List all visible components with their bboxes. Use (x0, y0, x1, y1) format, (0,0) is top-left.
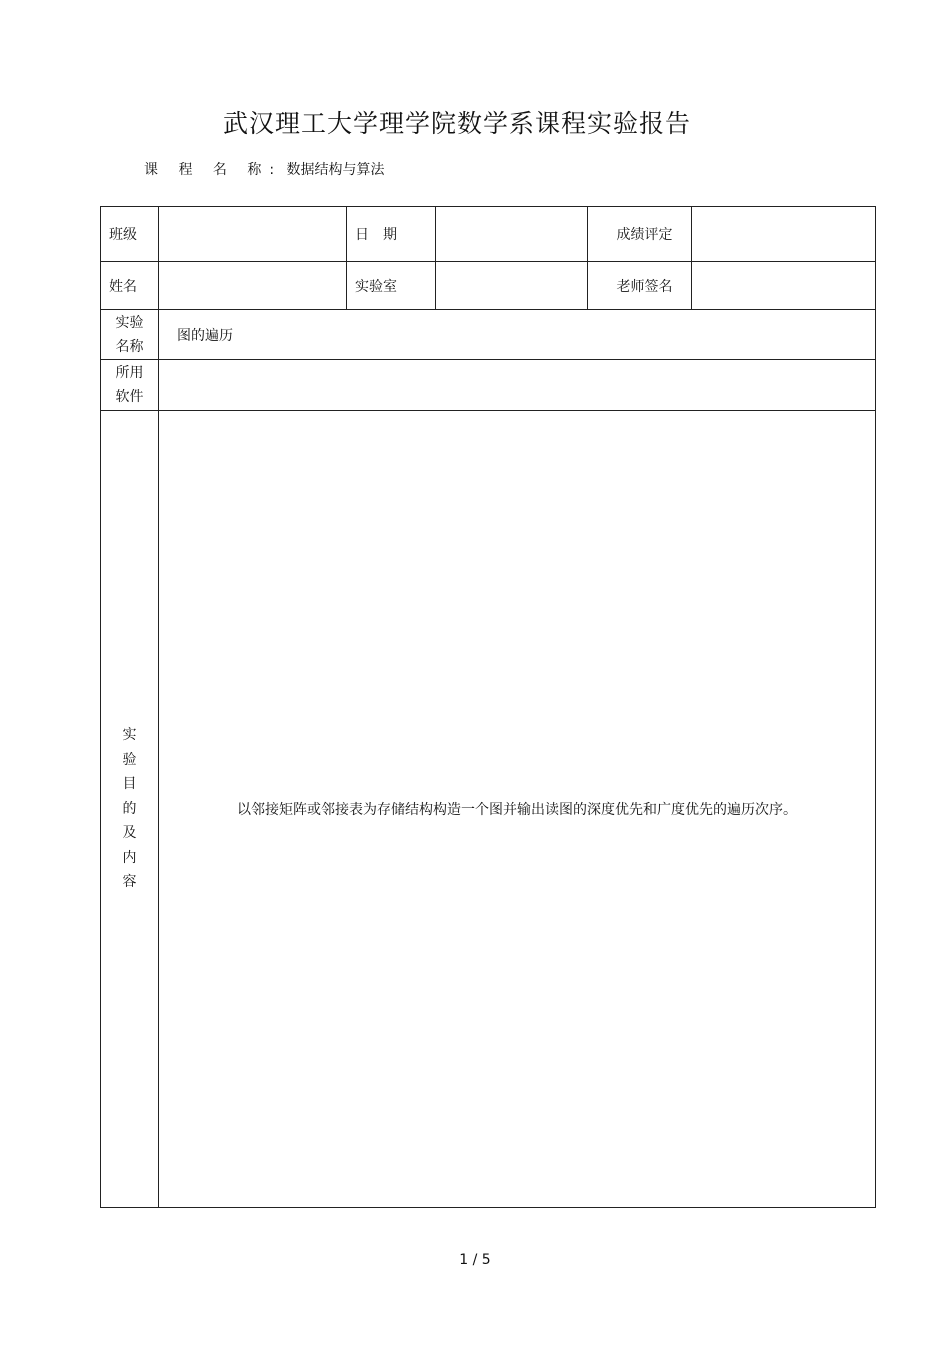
purpose-label-char: 的 (122, 800, 137, 817)
grade-label: 成绩评定 (588, 207, 692, 262)
table-row (101, 360, 876, 411)
table-row (101, 411, 876, 1208)
grade-value[interactable] (692, 207, 876, 262)
lab-label: 实验室 (347, 262, 436, 310)
lab-value[interactable] (436, 262, 588, 310)
experiment-name-label-line: 实验 (115, 314, 144, 331)
software-label-line: 所用 (115, 365, 144, 381)
student-name-value[interactable] (159, 262, 347, 310)
table-row (101, 310, 876, 360)
purpose-label-char: 及 (122, 825, 137, 842)
purpose-label-char: 容 (122, 874, 137, 891)
purpose-label-char: 目 (122, 776, 137, 793)
teacher-signature-label: 老师签名 (588, 262, 692, 310)
page-number: 1 / 5 (459, 1252, 491, 1268)
class-value[interactable] (159, 207, 347, 262)
teacher-signature-value[interactable] (692, 262, 876, 310)
software-value[interactable] (159, 360, 876, 411)
experiment-name-value[interactable]: 图的遍历 (159, 310, 876, 360)
course-name-line (144, 159, 385, 179)
class-label: 班级 (101, 207, 159, 262)
software-label-line: 软件 (115, 389, 144, 405)
purpose-content[interactable]: 以邻接矩阵或邻接表为存储结构构造一个图并输出读图的深度优先和广度优先的遍历次序。 (159, 411, 876, 1208)
student-name-label: 姓名 (101, 262, 159, 310)
course-name-label: 课 程 名 称: (144, 162, 283, 178)
software-label (101, 360, 159, 411)
table-row (101, 207, 876, 262)
experiment-name-label (101, 310, 159, 360)
purpose-label-char: 验 (122, 751, 137, 768)
date-label: 日 期 (347, 207, 436, 262)
page-title: 武汉理工大学理学院数学系课程实验报告 (222, 109, 691, 138)
purpose-label-char: 内 (122, 849, 137, 866)
experiment-name-label-line: 名称 (115, 338, 144, 355)
course-name-value: 数据结构与算法 (286, 162, 385, 178)
purpose-label-char: 实 (122, 727, 137, 744)
purpose-label (101, 411, 159, 1208)
report-table (100, 206, 876, 1208)
date-value[interactable] (436, 207, 588, 262)
table-row (101, 262, 876, 310)
